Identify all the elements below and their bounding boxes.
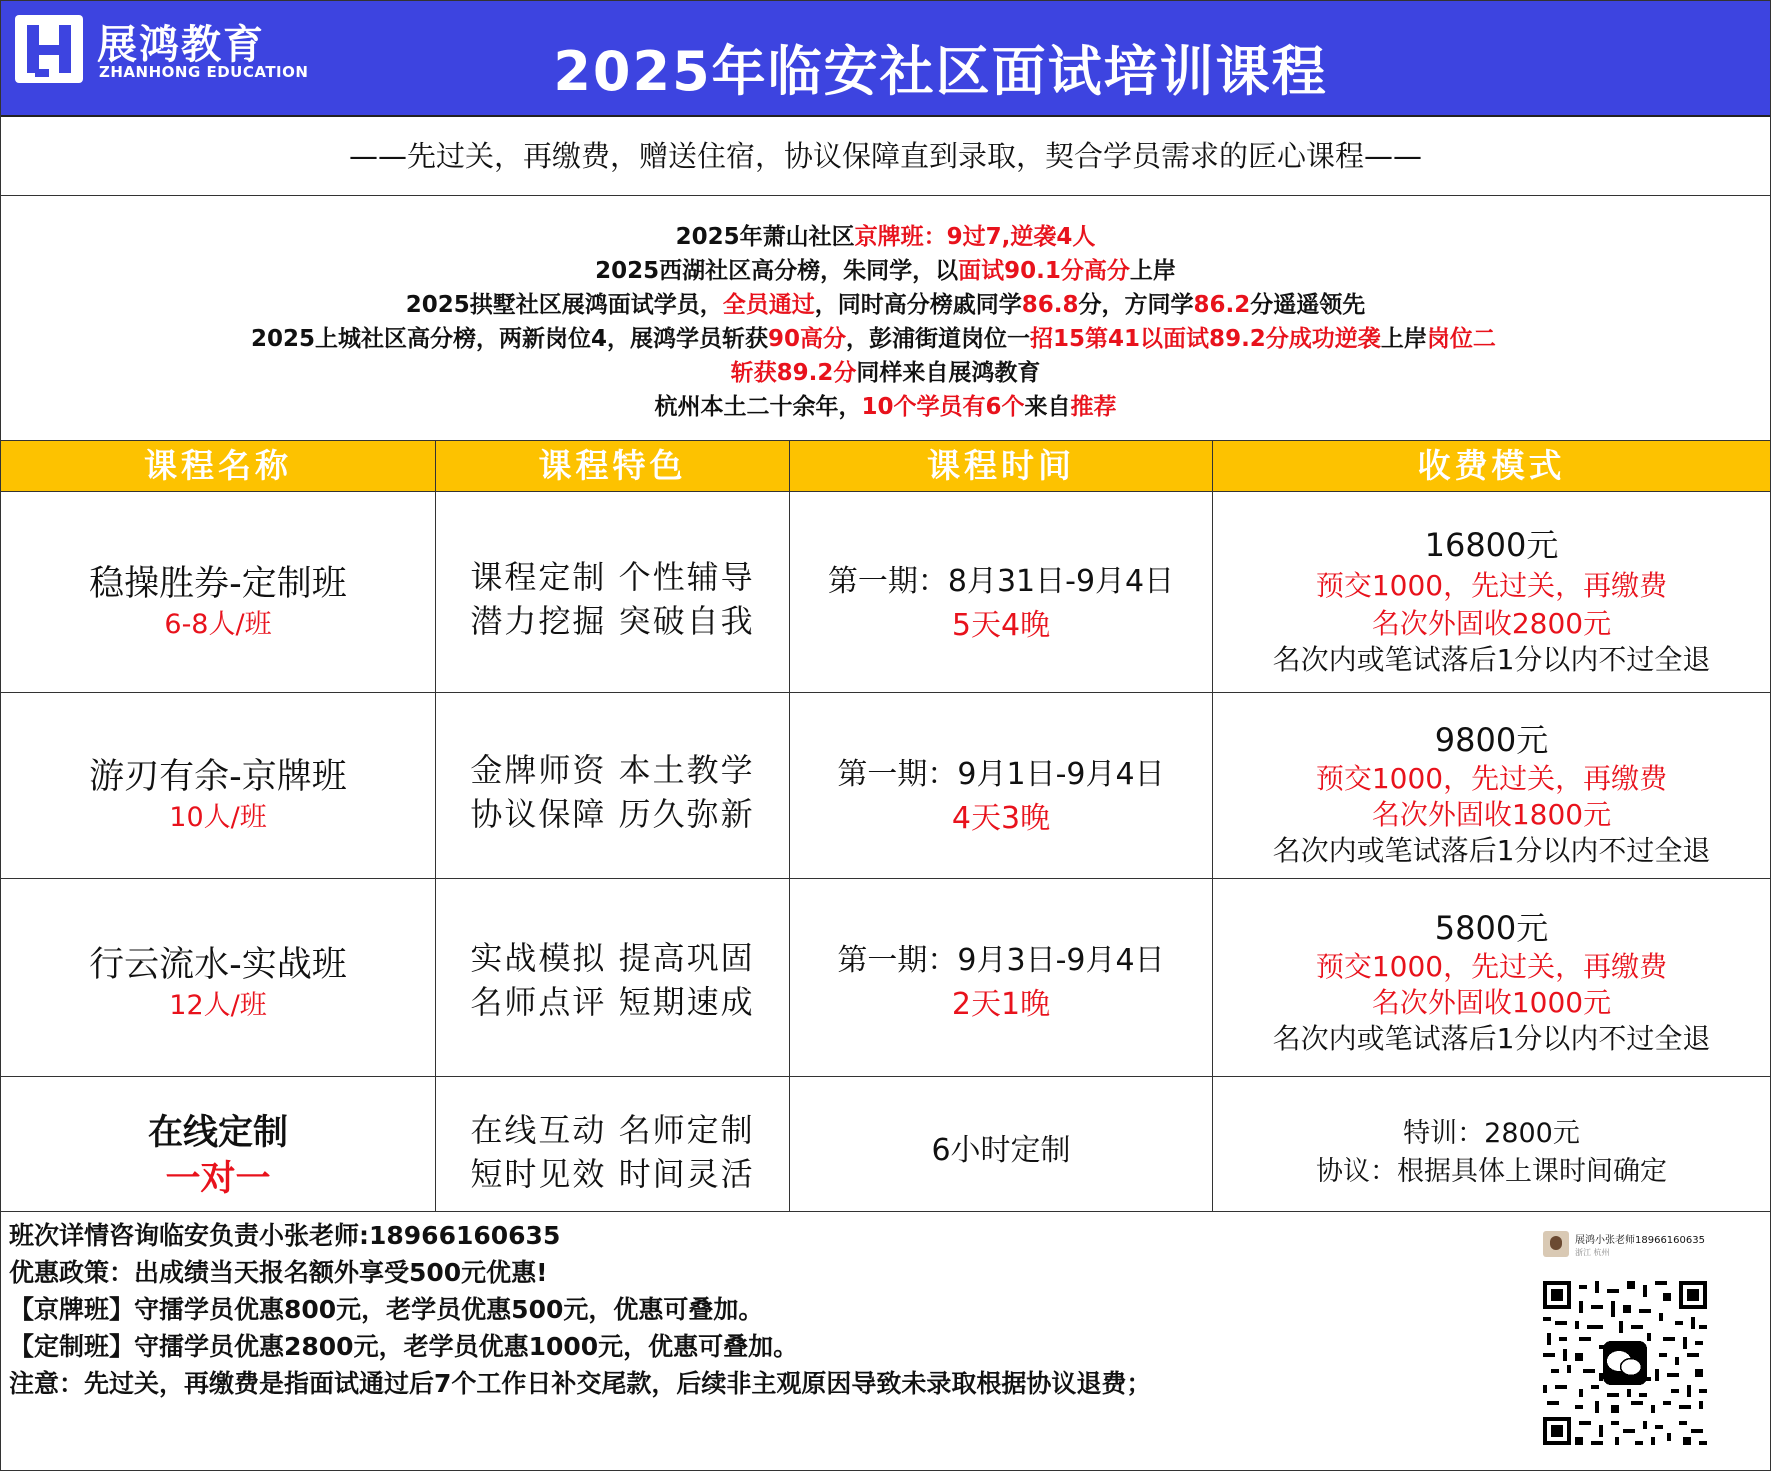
fee-line-2: 名次外固收2800元 (1371, 607, 1612, 640)
news-line-2: 2025西湖社区高分榜，朱同学，以面试90.1分高分上岸 (595, 258, 1176, 284)
price: 9800元 (1434, 721, 1549, 759)
price: 16800元 (1424, 526, 1559, 564)
fee-line-2: 协议：根据具体上课时间确定 (1316, 1156, 1667, 1187)
news-line-3: 2025拱墅社区展鸿面试学员，全员通过，同时高分榜戚同学86.8分，方同学86.2分遥遥领先 (405, 292, 1366, 318)
news-line-6: 杭州本土二十余年，10个学员有6个来自推荐 (654, 394, 1117, 420)
course-period: 第一期：9月1日-9月4日 (837, 757, 1165, 792)
course-time-cell (790, 1077, 1213, 1211)
table-row (1, 693, 1770, 879)
page-title: 2025年临安社区面试培训课程 (553, 40, 1328, 103)
table-row (1, 879, 1770, 1077)
footer-discount: 优惠政策：出成绩当天报名额外享受500元优惠! (9, 1258, 548, 1287)
table-row (1, 1077, 1770, 1212)
class-size: 12人/班 (169, 990, 267, 1021)
fee-line-2: 名次外固收1000元 (1371, 986, 1612, 1019)
footer-custom-discount: 【定制班】守擂学员优惠2800元，老学员优惠1000元，优惠可叠加。 (9, 1332, 799, 1361)
fee-line-1: 预交1000，先过关，再缴费 (1315, 569, 1668, 602)
logo-text-cn: 展鸿教育 (97, 22, 265, 68)
course-name: 行云流水-实战班 (89, 945, 347, 985)
course-feature-cell (436, 879, 790, 1076)
column-header-fee: 收费模式 (1417, 446, 1566, 485)
course-duration: 4天3晚 (951, 801, 1051, 836)
feature-line-1: 课程定制 个性辅导 (470, 558, 755, 596)
table-header (1, 441, 1770, 492)
course-duration: 5天4晚 (951, 608, 1051, 643)
price: 5800元 (1434, 909, 1549, 947)
column-header-time: 课程时间 (790, 441, 1213, 491)
fee-line-2: 名次外固收1800元 (1371, 798, 1612, 831)
course-name-cell (1, 492, 436, 692)
fee-line-3: 名次内或笔试落后1分以内不过全退 (1272, 1022, 1711, 1055)
course-time-cell (790, 492, 1213, 692)
course-name-cell (1, 693, 436, 878)
feature-line-1: 金牌师资 本土教学 (470, 751, 755, 789)
course-name-cell (1, 879, 436, 1076)
fee-cell (1213, 1077, 1770, 1211)
table-row (1, 492, 1770, 693)
feature-line-2: 短时见效 时间灵活 (470, 1155, 755, 1193)
news-line-4: 2025上城社区高分榜，两新岗位4，展鸿学员斩获90高分，彭浦街道岗位一招15第41以面试89.2分成功逆袭上岸岗位二 (251, 326, 1496, 352)
fee-cell (1213, 693, 1770, 878)
fee-line-1: 预交1000，先过关，再缴费 (1315, 950, 1668, 983)
footer-jingpai-discount: 【京牌班】守擂学员优惠800元，老学员优惠500元，优惠可叠加。 (9, 1295, 764, 1324)
course-feature-cell (436, 1077, 790, 1211)
feature-line-2: 名师点评 短期速成 (470, 983, 755, 1021)
class-size: 6-8人/班 (164, 609, 272, 640)
course-name: 游刃有余-京牌班 (89, 757, 347, 797)
fee-line-1: 预交1000，先过关，再缴费 (1315, 762, 1668, 795)
course-feature-cell (436, 693, 790, 878)
feature-line-1: 实战模拟 提高巩固 (470, 939, 755, 977)
feature-line-2: 协议保障 历久弥新 (470, 795, 755, 833)
course-period: 第一期：9月3日-9月4日 (837, 943, 1165, 978)
qr-code-icon[interactable] (1543, 1281, 1707, 1445)
feature-line-2: 潜力挖掘 突破自我 (470, 602, 755, 640)
course-name: 在线定制 (147, 1113, 288, 1153)
qr-contact-location: 浙江 杭州 (1575, 1248, 1610, 1257)
column-header-name: 课程名称 (1, 441, 436, 491)
fee-cell (1213, 879, 1770, 1076)
news-line-1: 2025年萧山社区京牌班：9过7,逆袭4人 (675, 224, 1096, 250)
qr-contact-name: 展鸿小张老师18966160635 (1575, 1235, 1705, 1246)
avatar (1543, 1231, 1569, 1257)
course-name: 稳操胜券-定制班 (89, 564, 347, 604)
course-name-cell (1, 1077, 436, 1211)
fee-cell (1213, 492, 1770, 692)
slogan: ——先过关，再缴费，赠送住宿，协议保障直到录取，契合学员需求的匠心课程—— (1, 117, 1770, 196)
logo-text-en: ZHANHONG EDUCATION (99, 63, 309, 81)
class-size: 10人/班 (169, 802, 267, 833)
footer-note: 注意：先过关，再缴费是指面试通过后7个工作日补交尾款，后续非主观原因导致未录取根据协议退费； (9, 1369, 1152, 1398)
course-period: 第一期：8月31日-9月4日 (827, 564, 1175, 599)
fee-line-3: 名次内或笔试落后1分以内不过全退 (1272, 643, 1711, 676)
wechat-qr-card (1543, 1227, 1715, 1459)
course-duration: 2天1晚 (951, 987, 1051, 1022)
course-time-cell (790, 879, 1213, 1076)
column-header-feature: 课程特色 (436, 441, 790, 491)
class-size: 一对一 (165, 1159, 271, 1199)
achievements-section (1, 196, 1770, 441)
course-time-cell (790, 693, 1213, 878)
feature-line-1: 在线互动 名师定制 (470, 1111, 755, 1149)
footer-contact: 班次详情咨询临安负责小张老师:18966160635 (9, 1221, 561, 1250)
course-period: 6小时定制 (931, 1133, 1071, 1168)
fee-line-1: 特训：2800元 (1403, 1118, 1580, 1149)
fee-line-3: 名次内或笔试落后1分以内不过全退 (1272, 834, 1711, 867)
course-feature-cell (436, 492, 790, 692)
header-bar (1, 1, 1770, 117)
news-line-5: 斩获89.2分同样来自展鸿教育 (730, 360, 1041, 386)
